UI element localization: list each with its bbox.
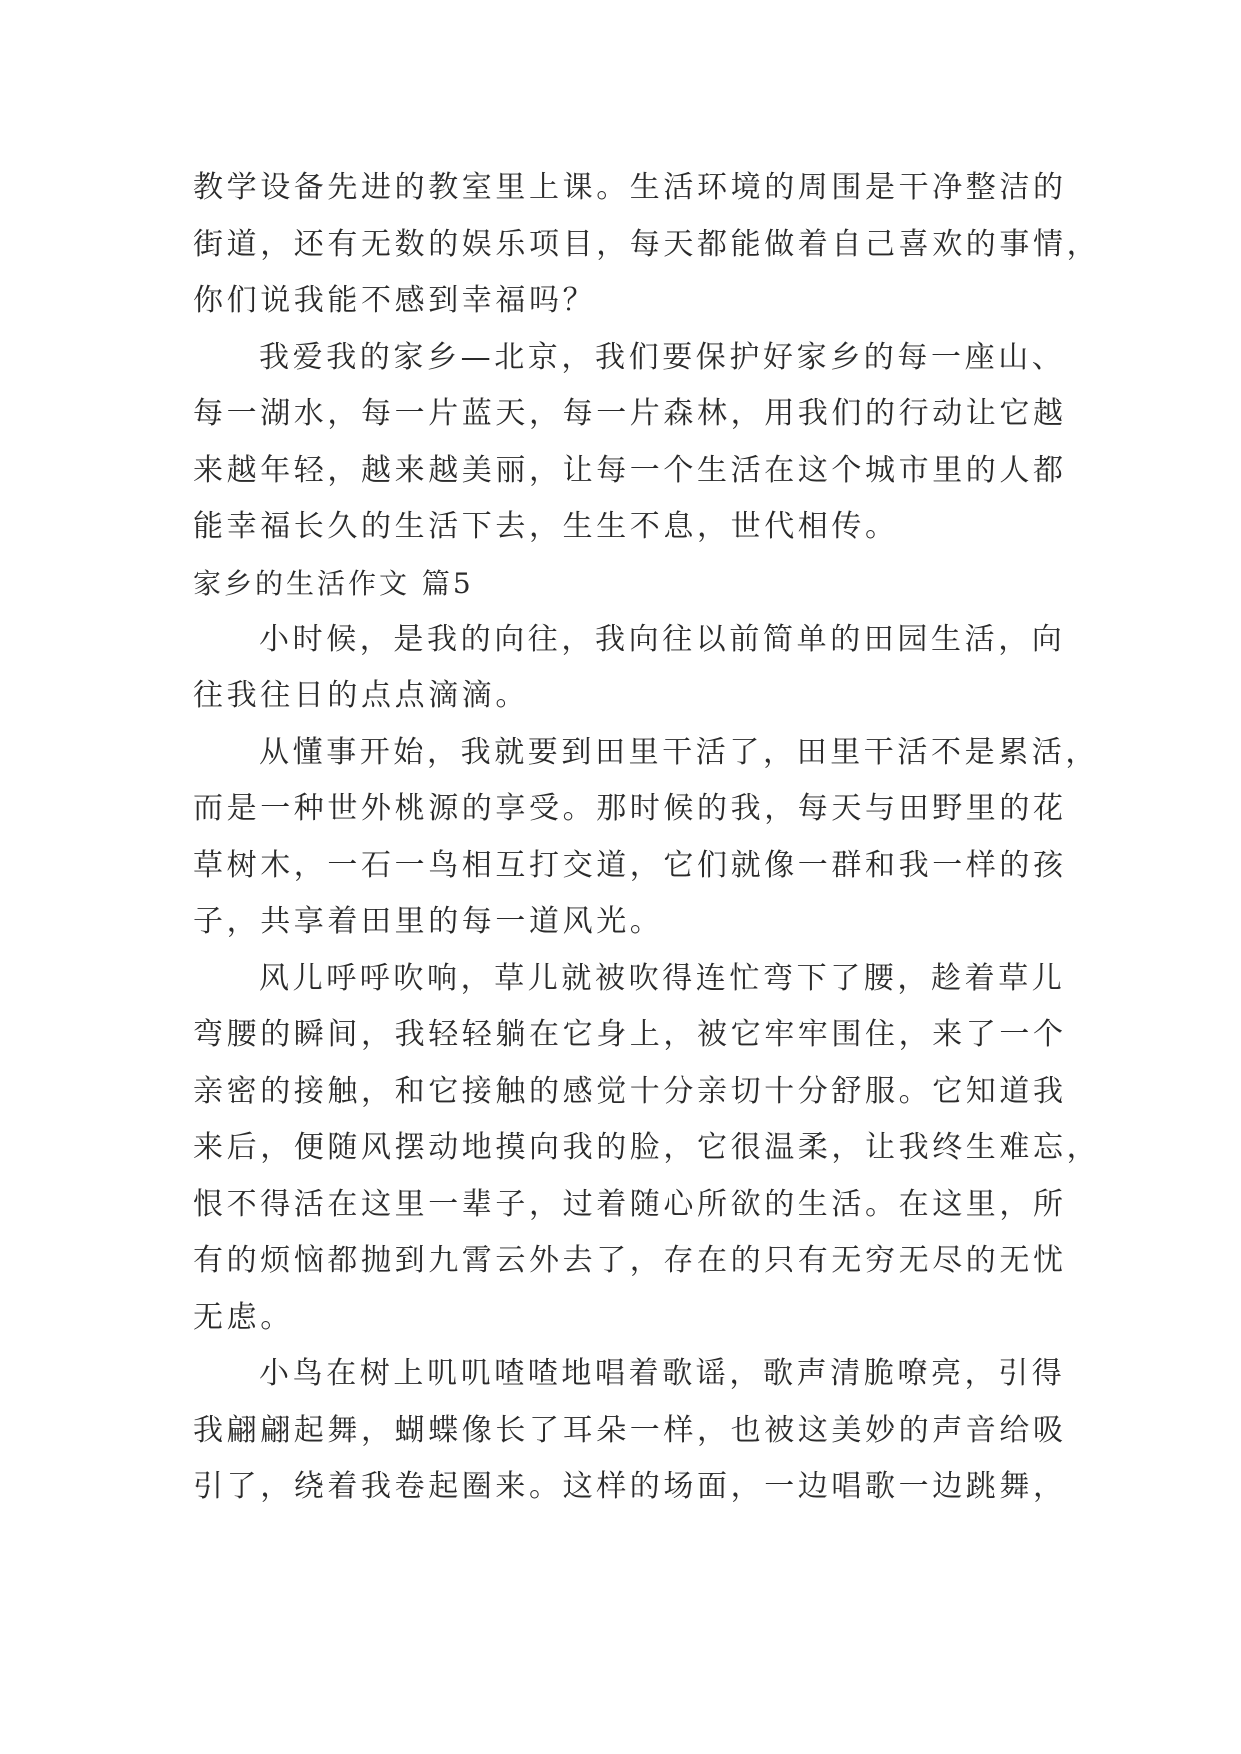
paragraph-line: 你们说我能不感到幸福吗？ <box>193 283 597 318</box>
paragraph <box>193 951 1101 1347</box>
paragraph-line: 街道，还有无数的娱乐项目，每天都能做着自己喜欢的事情， <box>193 226 1101 262</box>
paragraph-line: 来越年轻，越来越美丽，让每一个生活在这个城市里的人都 <box>193 452 1067 488</box>
paragraph <box>193 1346 1067 1516</box>
paragraph-line: 亲密的接触，和它接触的感觉十分亲切十分舒服。它知道我 <box>193 1073 1067 1109</box>
paragraph-line: 小鸟在树上叽叽喳喳地唱着歌谣，歌声清脆嘹亮，引得 <box>259 1356 1066 1391</box>
section-heading <box>193 556 1053 612</box>
paragraph-line: 引了，绕着我卷起圈来。这样的场面，一边唱歌一边跳舞， <box>193 1469 1067 1504</box>
paragraph-line: 恨不得活在这里一辈子，过着随心所欲的生活。在这里，所 <box>193 1186 1067 1222</box>
paragraph-line: 而是一种世外桃源的享受。那时候的我，每天与田野里的花 <box>193 791 1067 826</box>
paragraph-line: 能幸福长久的生活下去，生生不息，世代相传。 <box>193 509 899 544</box>
heading-text: 家乡的生活作文 篇5 <box>193 566 474 600</box>
paragraph-line: 来后，便随风摆动地摸向我的脸，它很温柔，让我终生难忘， <box>193 1130 1101 1165</box>
paragraph-line: 草树木，一石一鸟相互打交道，它们就像一群和我一样的孩 <box>193 847 1067 883</box>
paragraph-line: 往我往日的点点滴滴。 <box>193 678 529 713</box>
paragraph-line: 小时候，是我的向往，我向往以前简单的田园生活，向 <box>259 621 1066 657</box>
paragraph <box>193 612 1066 725</box>
paragraph-line: 风儿呼呼吹响，草儿就被吹得连忙弯下了腰，趁着草儿 <box>259 960 1066 996</box>
paragraph-line: 教学设备先进的教室里上课。生活环境的周围是干净整洁的 <box>193 170 1067 205</box>
paragraph-line: 每一湖水，每一片蓝天，每一片森林，用我们的行动让它越 <box>193 396 1067 431</box>
paragraph-line: 无虑。 <box>193 1299 294 1335</box>
paragraph-line: 我爱我的家乡—北京，我们要保护好家乡的每一座山、 <box>259 339 1066 375</box>
document-body <box>193 160 1101 1516</box>
paragraph <box>193 725 1099 951</box>
paragraph-line: 我翩翩起舞，蝴蝶像长了耳朵一样，也被这美妙的声音给吸 <box>193 1412 1067 1448</box>
paragraph <box>193 330 1067 556</box>
paragraph-line: 弯腰的瞬间，我轻轻躺在它身上，被它牢牢围住，来了一个 <box>193 1017 1067 1052</box>
paragraph-line: 子，共享着田里的每一道风光。 <box>193 904 664 939</box>
paragraph-line: 从懂事开始，我就要到田里干活了，田里干活不是累活， <box>259 734 1099 770</box>
paragraph <box>193 160 1101 330</box>
paragraph-line: 有的烦恼都抛到九霄云外去了，存在的只有无穷无尽的无忧 <box>193 1243 1067 1278</box>
